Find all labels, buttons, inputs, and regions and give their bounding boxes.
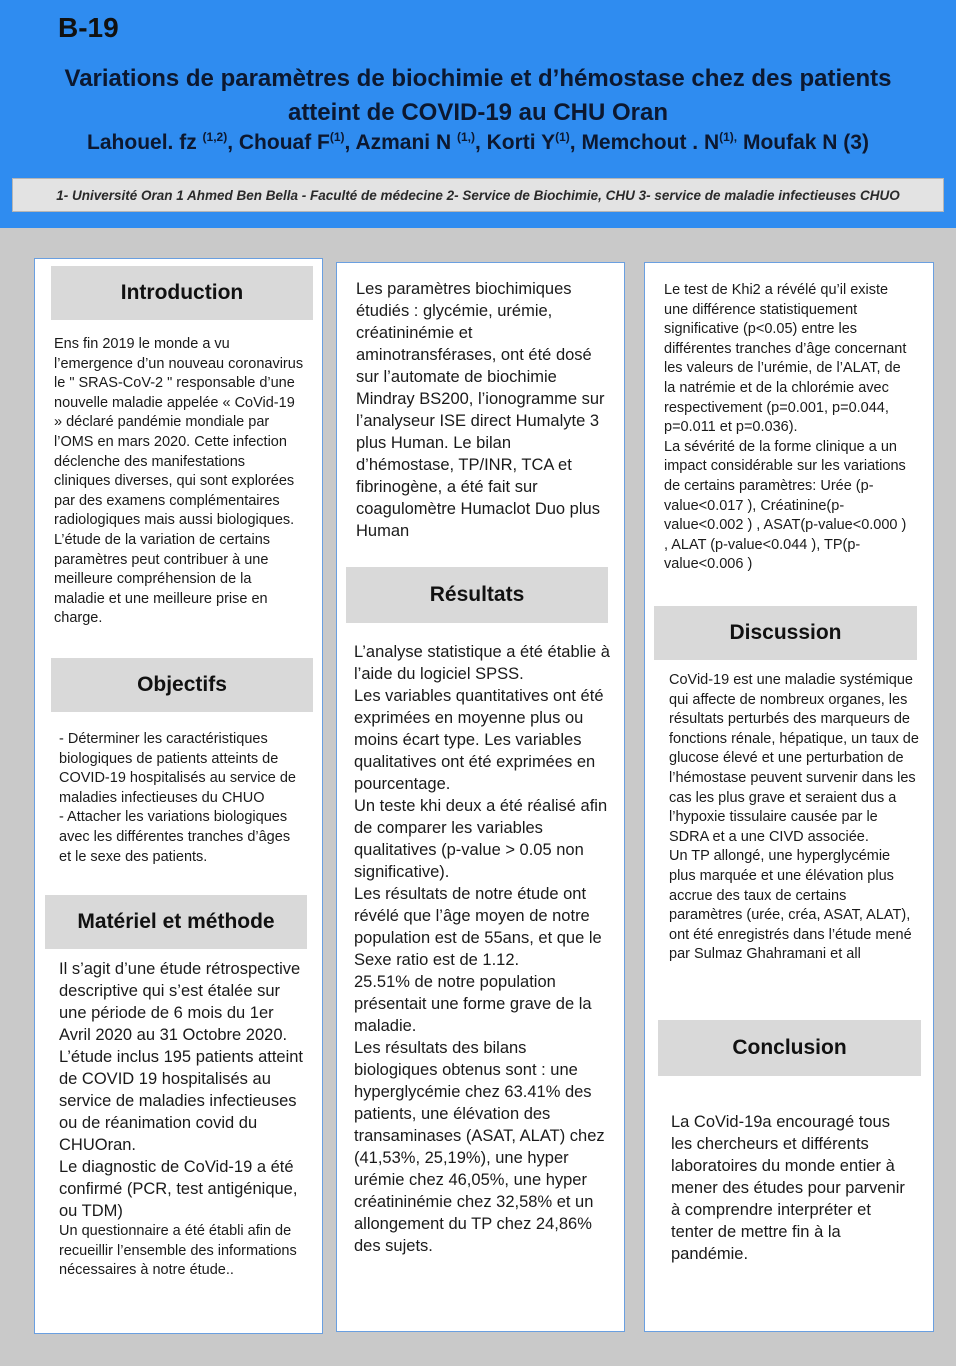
methode-paragraph-4: Un questionnaire a été établi afin de recueillir l’ensemble des informations nécessaires à notre étude.. [59, 1223, 297, 1279]
author-name: Azmani N [355, 131, 457, 154]
authors-line [0, 130, 956, 155]
parametres-text: Les paramètres biochimiques étudiés : glycémie, urémie, créatininémie et aminotransférases, ont été dosé sur l’automate de biochimie Mindray BS200, l’ionogramme sur l’analyseur ISE direct Humalyte 3 plus Human. Le bilan d’hémostase, TP/INR, TCA et fibrinogène, a été fait sur coagulomètre Humaclot Duo plus Human [356, 280, 605, 540]
author-name: Memchout . N [581, 131, 720, 154]
resultats-paragraph-6: Les résultats des bilans biologiques obtenus sont : une hyperglycémie chez 63.41% des patients, une élévation des transaminases (ASAT, ALAT) chez (41,53%, 25,19%), une hyper urémie chez 46,05%, une hyper créatininémie chez 32,58% et un allongement du TP chez 24,86% des sujets. [354, 1039, 605, 1255]
objectif-item-2: - Attacher les variations biologiques avec les différentes tranches d’âges et le sexe des patients. [59, 809, 291, 865]
khi2-results [664, 281, 914, 575]
author-name: Chouaf F [238, 131, 330, 154]
methode-text [59, 958, 309, 1281]
poster-header [0, 0, 956, 228]
objectifs-heading: Objectifs [51, 658, 313, 712]
objectif-item-1: - Déterminer les caractéristiques biologiques de patients atteints de COVID-19 hospitalisés au service de maladies infectieuses du CHUO [59, 731, 296, 806]
author-name: Lahouel. fz [87, 131, 203, 154]
author-affiliation-number: (1,) [456, 130, 475, 144]
discussion-heading: Discussion [654, 606, 917, 660]
introduction-text: Ens fin 2019 le monde a vu l’emergence d’un nouveau coronavirus le " SRAS-CoV-2 " responsable d’une nouvelle maladie appelée « CoVid-19 » déclaré pandémie mondiale par l’OMS en mars 2020. Cette infection déclenche des manifestations cliniques diverses, qui sont explorées par des examens complémentaires radiologiques mais aussi biologiques. L’étude de la variation de certains paramètres peut contribuer à une meilleure compréhension de la maladie et une meilleure prise en charge. [54, 336, 304, 627]
methode-heading: Matériel et méthode [45, 895, 307, 949]
conclusion-heading: Conclusion [658, 1020, 921, 1076]
author-separator: , [344, 131, 356, 154]
objectifs-list [59, 730, 305, 867]
author-affiliation-number: (1), [719, 130, 738, 144]
khi2-text: Le test de Khi2 a révélé qu’il existe une différence statistiquement significative (p<0.05) entre les différentes tranches d’âge concernant les valeurs de l’urémie, de l’ALAT, de la natrémie et de la chlorémie avec respectivement (p=0.001, p=0.044, p=0.011 et p=0.036). [664, 282, 907, 436]
author-affiliation-number: (1) [329, 130, 345, 144]
resultats-paragraph-3: Un teste khi deux a été réalisé afin de comparer les variables qualitatives (p-value > 0.05 non significative). [354, 797, 608, 881]
affiliations: 1- Université Oran 1 Ahmed Ben Bella - Faculté de médecine 2- Service de Biochimie, CHU 3- service de maladie infectieuses CHUO [12, 178, 944, 212]
resultats-paragraph-5: 25.51% de notre population présentait une forme grave de la maladie. [354, 973, 592, 1035]
poster-code: B-19 [58, 12, 119, 43]
discussion-text [669, 671, 919, 965]
methode-paragraph-2: L’étude inclus 195 patients atteint de COVID 19 hospitalisés au service de maladies infectieuses ou de réanimation covid du CHUOran. [59, 1048, 304, 1154]
author-separator: , [474, 131, 487, 154]
author-separator: , [227, 131, 239, 154]
author-affiliation-number: (1) [555, 130, 570, 144]
resultats-text [354, 641, 612, 1257]
author-name: Moufak N (3) [742, 131, 869, 154]
author-name: Korti Y [486, 131, 556, 154]
resultats-heading: Résultats [346, 567, 608, 623]
conclusion-text: La CoVid-19a encouragé tous les chercheurs et différents laboratoires du monde entier à mener des études pour parvenir à comprendre interpréter et tenter de mettre fin à la pandémie. [671, 1113, 905, 1263]
methode-paragraph-3: Le diagnostic de CoVid-19 a été confirmé (PCR, test antigénique, ou TDM) [59, 1158, 298, 1220]
author-separator: , [569, 131, 582, 154]
discussion-paragraph-2: Un TP allongé, une hyperglycémie plus marquée et une élévation plus accrue des taux de certains paramètres (urée, créa, ASAT, ALAT), ont été enregistrés dans l’étude mené par Sulmaz Ghahramani et all [669, 848, 912, 963]
severite-text: La sévérité de la forme clinique a un impact considérable sur les variations de certains paramètres: Urée (p-value<0.017 ), Créatinine(p-value<0.002 ) , ASAT(p-value<0.000 ) , ALAT (p-value<0.044 ), TP(p-value<0.006 ) [664, 438, 907, 573]
resultats-paragraph-4: Les résultats de notre étude ont révélé que l’âge moyen de notre population est de 55ans, et que le Sexe ratio est de 1.12. [354, 885, 602, 969]
poster-title [0, 62, 956, 130]
author-affiliation-number: (1,2) [202, 130, 228, 144]
resultats-paragraph-1: L’analyse statistique a été établie à l’aide du logiciel SPSS. [354, 643, 610, 683]
title-line-1: Variations de paramètres de biochimie et d’hémostase chez des patients [64, 65, 892, 92]
introduction-heading: Introduction [51, 266, 313, 320]
methode-paragraph-1: Il s’agit d’une étude rétrospective descriptive qui s’est étalée sur une période de 6 mois du 1er Avril 2020 au 31 Octobre 2020. [59, 960, 301, 1044]
title-line-2: atteint de COVID-19 au CHU Oran [287, 99, 669, 126]
discussion-paragraph-1: CoVid-19 est une maladie systémique qui affecte de nombreux organes, les résultats perturbés des marqueurs de fonctions rénale, hépatique, un taux de glucose élevé et une perturbation de l’hémostase peuvent survenir dans les cas les plus grave et seraient dus a l’hypoxie tissulaire causée par le SDRA et a une CIVD associée. [669, 672, 919, 845]
resultats-paragraph-2: Les variables quantitatives ont été exprimées en moyenne plus ou moins écart type. Les variables qualitatives ont été exprimées en pourcentage. [354, 687, 604, 793]
